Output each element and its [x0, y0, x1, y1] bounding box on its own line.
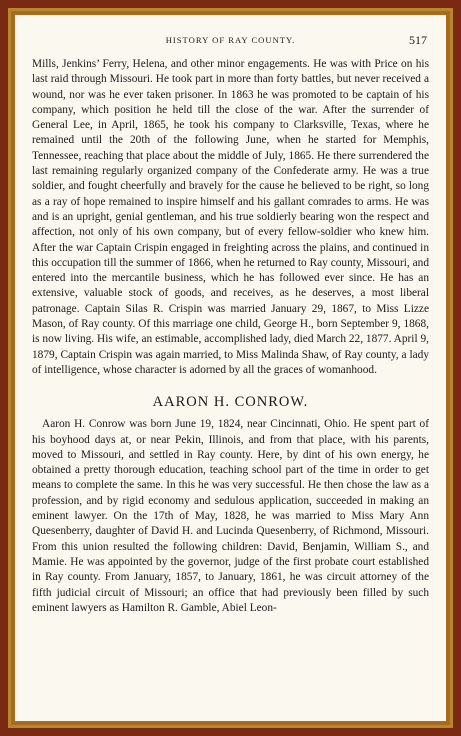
running-title: HISTORY OF RAY COUNTY. [165, 35, 296, 45]
book-page [15, 15, 446, 721]
section-title: AARON H. CONROW. [152, 394, 309, 411]
paragraph-conrow: Aaron H. Conrow was born June 19, 1824, near Cincinnati, Ohio. He spent part of his boyhood days at, or near Pekin, Illinois, and from that place, with his parents, moved to Missouri, and settled in Ray county. Here, by dint of his own energy, he obtained a pretty thorough education, teaching school part of the time in order to get means to complete the same. In this he was very successful. He then chose the law as a profession, and by rigid economy and sedulous application, succeeded in making an eminent lawyer. On the 17th of May, 1828, he was married to Miss Mary Ann Quesenberry, daughter of David H. and Lucinda Quesenberry, of Richmond, Missouri. From this union resulted the following children: David, Benjamin, William S., and Mamie. He was appointed by the governor, judge of the first probate court established in Ray county. From January, 1857, to January, 1861, he was circuit attorney of the fifth judicial circuit of Missouri; an office that had previously been filled by such eminent lawyers as Hamilton R. Gamble, Abiel Leon- [32, 418, 429, 614]
page-number: 517 [409, 33, 427, 47]
paragraph-crispin: Mills, Jenkins’ Ferry, Helena, and other minor engagements. He was with Price on his last raid through Missouri. He took part in more than forty battles, but never received a wound, nor was he ever taken prisoner. In 1863 he was promoted to be captain of his company, which position he held till the close of the war. After the surrender of General Lee, in April, 1865, he took his company to Clarksville, Texas, where he remained until the 20th of the following June, when he started for Memphis, Tennessee, reaching that place about the middle of July, 1865. He there surrendered the last remaining regularly organized company of the Confederate army. He was a true soldier, and fought cheerfully and bravely for the cause he believed to be right, so long as a ray of hope remained to inspire himself and his gallant comrades to arms. He was and is an upright, genial gentleman, and his true soldierly bearing won the respect and affection, not only of his own company, but of every fellow-soldier who knew him. After the war Captain Crispin engaged in freighting across the plains, and continued in this occupation till the summer of 1866, when he returned to Ray county, Missouri, and entered into the mercantile business, which he has followed ever since. He has an extensive, valuable stock of goods, and receives, as he deserves, a most liberal patronage. Captain Silas R. Crispin was married January 29, 1867, to Miss Lizze Mason, of Ray county. Of this marriage one child, George H., born September 9, 1868, is now living. His wife, an estimable, accomplished lady, died March 22, 1877. April 9, 1879, Captain Crispin was again married, to Miss Malinda Shaw, of Ray county, a lady of intelligence, whose character is adorned by all the graces of womanhood. [32, 58, 429, 376]
running-head [32, 35, 429, 57]
frame-border [8, 8, 453, 728]
